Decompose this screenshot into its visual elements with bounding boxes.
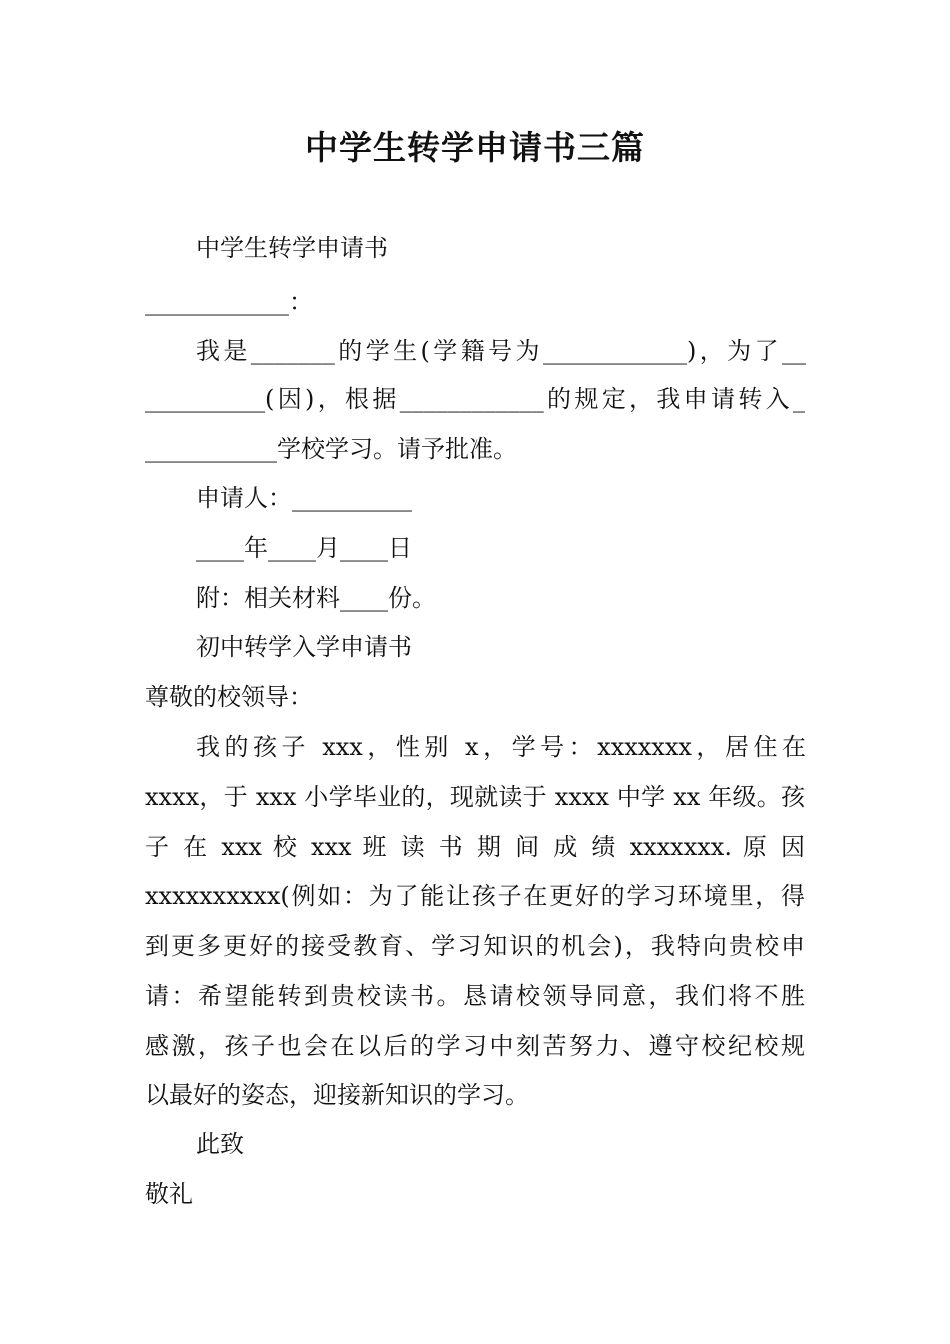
body-line: 我的孩子 xxx，性别 x，学号：xxxxxxx，居住在 xyxy=(196,733,806,761)
body-line: 请：希望能转到贵校读书。恳请校领导同意，我们将不胜 xyxy=(145,982,805,1010)
applicant-line: 申请人：__________ xyxy=(196,484,412,512)
body-line: 以最好的姿态，迎接新知识的学习。 xyxy=(145,1081,529,1109)
body-line: xxxx，于 xxx 小学毕业的，现就读于 xxxx 中学 xx 年级。孩 xyxy=(145,783,805,811)
body-line: 我是_______的学生(学籍号为____________)，为了__ xyxy=(196,337,806,365)
body-line: ___________学校学习。请予批准。 xyxy=(145,435,517,463)
attachment-line: 附：相关材料____份。 xyxy=(196,584,436,612)
body-line: 感激，孩子也会在以后的学习中刻苦努力、遵守校纪校规 xyxy=(145,1032,805,1060)
body-line: 到更多更好的接受教育、学习知识的机会)，我特向贵校申 xyxy=(145,932,805,960)
section-heading-2: 初中转学入学申请书 xyxy=(196,633,412,661)
closing-salute: 敬礼 xyxy=(145,1180,193,1208)
salutation: 尊敬的校领导： xyxy=(145,683,313,711)
body-line: 子 在 xxx 校 xxx 班 读 书 期 间 成 绩 xxxxxxx. 原 因 xyxy=(145,833,805,861)
body-line: xxxxxxxxxx(例如：为了能让孩子在更好的学习环境里，得 xyxy=(145,882,805,910)
closing-phrase: 此致 xyxy=(196,1130,244,1158)
salutation-blank: ____________： xyxy=(145,288,313,316)
document-title: 中学生转学申请书三篇 xyxy=(305,128,645,167)
body-line: __________(因)，根据____________的规定，我申请转入_ xyxy=(145,385,805,413)
date-line: ____年____月____日 xyxy=(196,534,412,562)
section-heading-1: 中学生转学申请书 xyxy=(196,234,388,262)
